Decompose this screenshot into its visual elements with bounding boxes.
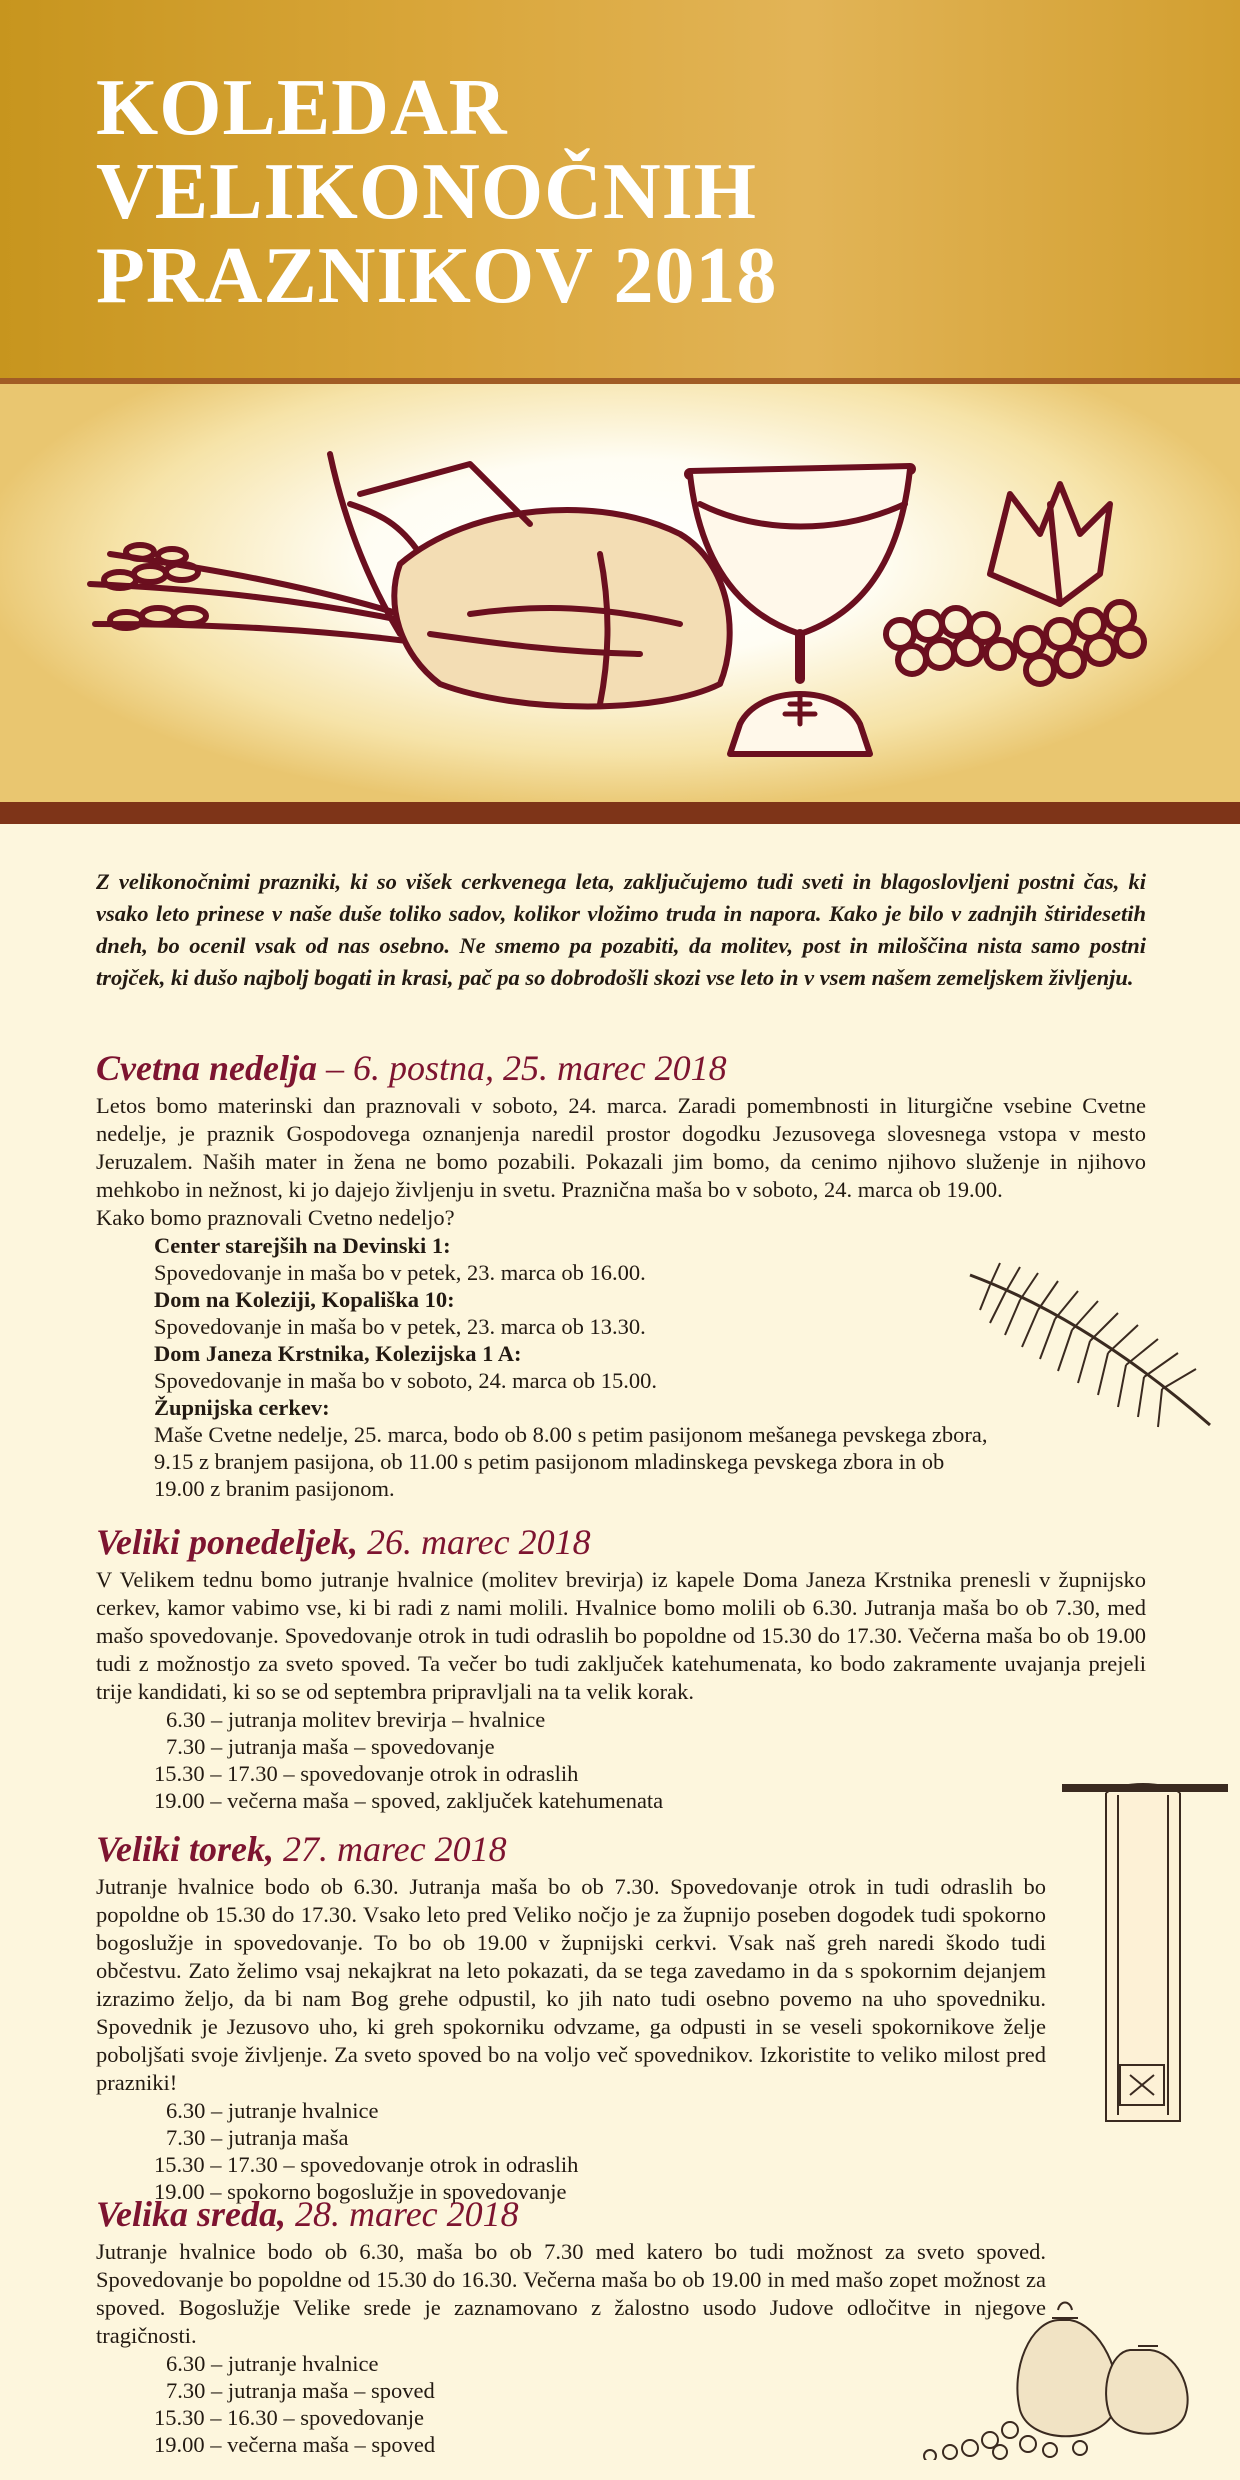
location-detail: Spovedovanje in maša bo v soboto, 24. marca ob 15.00.	[154, 1368, 658, 1393]
header-banner	[0, 0, 1240, 378]
section-heading: Veliki ponedeljek, 26. marec 2018	[96, 1522, 591, 1562]
illustration-divider	[0, 802, 1240, 824]
section-veliki-ponedeljek	[96, 1522, 1146, 1814]
schedule-item: 7.30 – jutranja maša – spovedovanje	[166, 1734, 495, 1759]
schedule-item: 6.30 – jutranje hvalnice	[166, 2351, 379, 2376]
intro-paragraph: Z velikonočnimi prazniki, ki so višek cerkvenega leta, zaključujemo tudi sveti in blagoslovljeni postni čas, ki vsako leto prinese v naše duše toliko sadov, kolikor vložimo truda in napora. Kako je bilo v zadnjih štiridesetih dneh, bo ocenil vsak od nas osebno. Ne smemo pa pozabiti, da molitev, post in miloščina nista samo postni trojček, ki dušo najbolj bogati in krasi, pač pa so dobrodošli skozi vse leto in v vsem našem zemeljskem življenju.	[96, 869, 1146, 990]
location-name: Dom na Koleziji, Kopališka 10:	[154, 1287, 455, 1312]
location-detail-line: Maše Cvetne nedelje, 25. marca, bodo ob 8.00 s petim pasijonom mešanega pevskega zbora,	[154, 1422, 988, 1447]
location-name: Dom Janeza Krstnika, Kolezijska 1 A:	[154, 1341, 522, 1366]
schedule-item: 6.30 – jutranja molitev brevirja – hvalnice	[166, 1707, 546, 1732]
schedule-item: 19.00 – večerna maša – spoved	[154, 2432, 436, 2457]
section-heading: Veliki torek, 27. marec 2018	[96, 1829, 507, 1869]
schedule-item: 15.30 – 17.30 – spovedovanje otrok in odraslih	[154, 1761, 579, 1786]
title-line-2: VELIKONOČNIH	[96, 148, 757, 236]
page-title	[96, 66, 777, 318]
bread-chalice-grapes-drawing	[0, 384, 1240, 802]
title-line-1: KOLEDAR	[96, 64, 508, 152]
title-line-3: PRAZNIKOV 2018	[96, 232, 778, 320]
location-detail-line: 9.15 z branjem pasijona, ob 11.00 s petim pasijonom mladinskega pevskega zbora in ob	[154, 1449, 945, 1474]
schedule-item: 15.30 – 16.30 – spovedovanje	[154, 2405, 424, 2430]
section-question: Kako bomo praznovali Cvetno nedeljo?	[96, 1205, 455, 1230]
schedule-item: 19.00 – spokorno bogoslužje in spovedovanje	[154, 2179, 567, 2204]
location-detail: Spovedovanje in maša bo v petek, 23. marca ob 16.00.	[154, 1260, 646, 1285]
location-detail: Spovedovanje in maša bo v petek, 23. marca ob 13.30.	[154, 1314, 646, 1339]
schedule-item: 6.30 – jutranje hvalnice	[166, 2098, 379, 2123]
section-body: V Velikem tednu bomo jutranje hvalnice (molitev brevirja) iz kapele Doma Janeza Krstnika prenesli v župnijsko cerkev, kamor vabimo vse, ki bi radi z nami molili. Hvalnice bomo molili ob 6.30. Jutranja maša bo ob 7.30, med mašo spovedovanje. Spovedovanje otrok in tudi odraslih bo popoldne od 15.30 do 17.30. Večerna maša bo ob 19.00 tudi z možnostjo za sveto spoved. Ta večer bo tudi zaključek katehumenata, ko bodo zakramente uvajanja prejeli trije kandidati, ki so se od septembra pripravljali na ta velik korak.	[96, 1567, 1146, 1704]
eucharist-illustration	[0, 384, 1240, 802]
bread-icon	[360, 464, 730, 707]
schedule-list	[96, 1706, 1146, 1814]
money-bags-icon	[900, 2280, 1220, 2460]
schedule-item: 19.00 – večerna maša – spoved, zaključek katehumenata	[154, 1788, 664, 1813]
location-name: Center starejših na Devinski 1:	[154, 1233, 451, 1258]
section-heading: Cvetna nedelja – 6. postna, 25. marec 2018	[96, 1048, 727, 1088]
schedule-item: 7.30 – jutranja maša	[166, 2125, 349, 2150]
section-body: Jutranje hvalnice bodo ob 6.30, maša bo ob 7.30 med katero bo tudi možnost za sveto spoved. Spovedovanje bo popoldne od 15.30 do 16.30. Večerna maša bo ob 19.00 in med mašo zopet možnost za spoved. Bogoslužje Velike srede je zaznamovano z žalostno usodo Judove odločitve in njegove tragičnosti.	[96, 2239, 1046, 2348]
wheat-icon	[90, 454, 430, 644]
schedule-item: 15.30 – 17.30 – spovedovanje otrok in odraslih	[154, 2152, 579, 2177]
section-body: Letos bomo materinski dan praznovali v soboto, 24. marca. Zaradi pomembnosti in liturgične vsebine Cvetne nedelje, je praznik Gospodovega oznanjenja naredil prostor dogodku Jezusovega slovesnega vstopa v mesto Jeruzalem. Naših mater in žena ne bomo pozabili. Pokazali jim bomo, da cenimo njihovo služenje in njihovo mehkobo in nežnost, ki jo dajejo življenju in svetu. Praznična maša bo v soboto, 24. marca ob 19.00.	[96, 1093, 1146, 1202]
schedule-list	[96, 2097, 1146, 2205]
section-heading: Velika sreda, 28. marec 2018	[96, 2194, 519, 2234]
section-veliki-torek	[96, 1829, 1146, 2205]
location-detail-line: 19.00 z branim pasijonom.	[154, 1476, 395, 1501]
schedule-item: 7.30 – jutranja maša – spoved	[166, 2378, 435, 2403]
section-body: Jutranje hvalnice bodo ob 6.30. Jutranja maša bo ob 7.30. Spovedovanje otrok in tudi odraslih bo popoldne ob 15.30 do 17.30. Vsako leto pred Veliko nočjo je za župnijo poseben dogodek tudi spokorno bogoslužje in spovedovanje. To bo ob 19.00 v župnijski cerkvi. Vsak naš greh naredi škodo tudi občestvu. Zato želimo vsaj nekajkrat na leto pokazati, da se tega zavedamo in da s spokornim dejanjem izrazimo željo, da bi nam Bog grehe odpustil, ko jih nato tudi osebno povemo na uho spovedniku. Spovednik je Jezusovo uho, ki greh spokorniku odvzame, ga odpusti in se veseli spokornikove želje poboljšati svoje življenje. Za sveto spoved bo na voljo več spovednikov. Izkoristite to veliko milost pred prazniki!	[96, 1874, 1046, 2095]
location-name: Župnijska cerkev:	[154, 1395, 330, 1420]
grapes-icon	[886, 484, 1144, 684]
location-list	[96, 1232, 1054, 1502]
palm-branch-icon	[960, 1255, 1220, 1435]
